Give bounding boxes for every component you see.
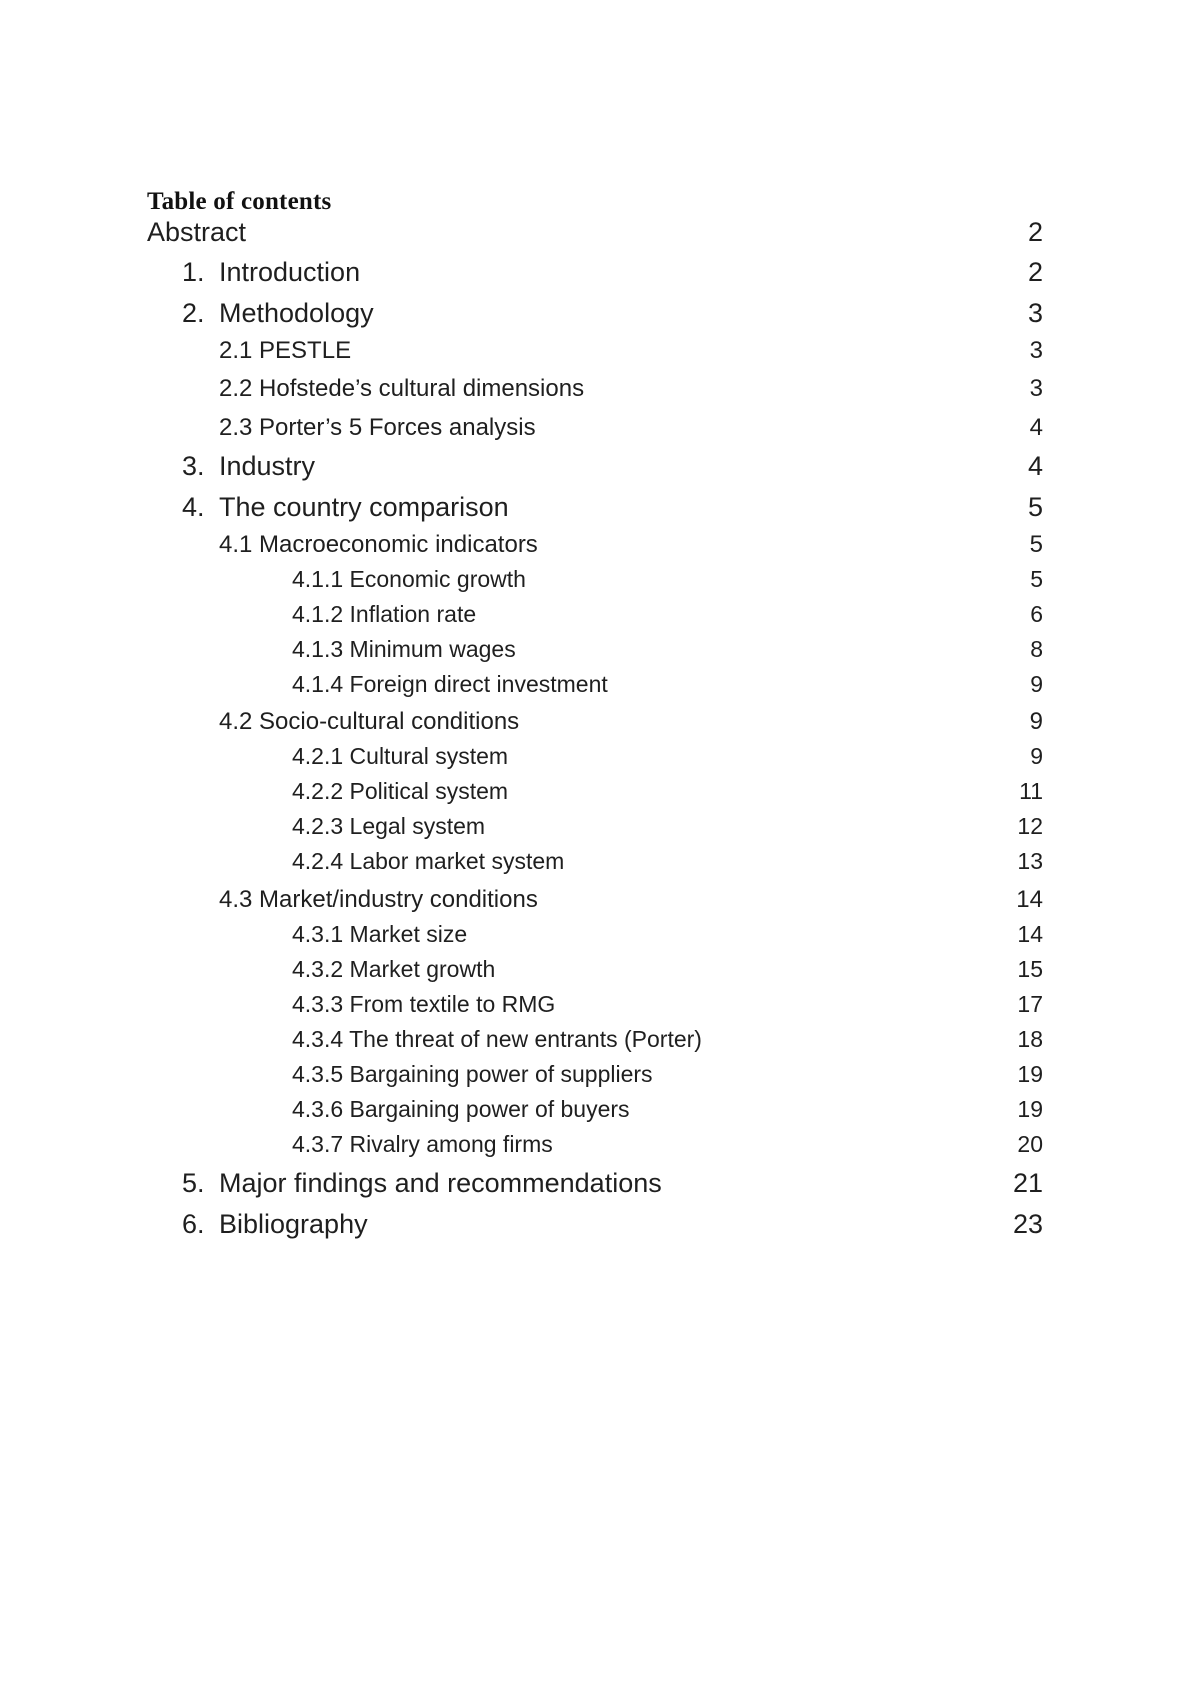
toc-entry-label: 4.2.4 Labor market system bbox=[292, 848, 565, 874]
toc-entry[interactable] bbox=[0, 1131, 1200, 1167]
toc-entry-label: 4.1.2 Inflation rate bbox=[292, 601, 477, 627]
toc-entry-label: 4.3 Market/industry conditions bbox=[219, 886, 538, 913]
toc-entry-label: Bibliography bbox=[219, 1209, 368, 1239]
toc-entry-label: 2.3 Porter’s 5 Forces analysis bbox=[219, 414, 536, 441]
toc-entry-label: 4.2.2 Political system bbox=[292, 778, 509, 804]
toc-entry[interactable] bbox=[0, 1096, 1200, 1132]
toc-entry-page-number: 18 bbox=[1017, 1026, 1043, 1052]
toc-entry[interactable] bbox=[0, 1209, 1200, 1245]
toc-entry-label: 4.1.4 Foreign direct investment bbox=[292, 671, 608, 697]
toc-entry[interactable] bbox=[0, 848, 1200, 884]
toc-entry-page-number: 14 bbox=[1016, 886, 1043, 913]
toc-entry-page-number: 17 bbox=[1017, 991, 1043, 1017]
toc-entry[interactable] bbox=[0, 531, 1200, 567]
toc-entry-page-number: 9 bbox=[1030, 743, 1043, 769]
toc-entry-label: 4.3.7 Rivalry among firms bbox=[292, 1131, 553, 1157]
toc-entry-page-number: 19 bbox=[1017, 1061, 1043, 1087]
toc-entry-page-number: 2 bbox=[1027, 257, 1043, 287]
toc-entry-label: 4.3.3 From textile to RMG bbox=[292, 991, 556, 1017]
toc-entry-label: 4.3.4 The threat of new entrants (Porter) bbox=[292, 1026, 702, 1052]
toc-entry[interactable] bbox=[0, 886, 1200, 922]
toc-entry-label: 4.2.1 Cultural system bbox=[292, 743, 509, 769]
toc-entry-page-number: 9 bbox=[1029, 708, 1043, 735]
toc-entry-page-number: 21 bbox=[1012, 1168, 1043, 1198]
toc-entry[interactable] bbox=[0, 217, 1200, 253]
toc-entry-number: 5. bbox=[182, 1168, 205, 1198]
toc-entry-page-number: 5 bbox=[1029, 531, 1043, 558]
toc-entry[interactable] bbox=[0, 492, 1200, 528]
toc-entry-page-number: 5 bbox=[1027, 492, 1043, 522]
toc-entry[interactable] bbox=[0, 708, 1200, 744]
toc-entry-number: 6. bbox=[182, 1209, 205, 1239]
toc-entry[interactable] bbox=[0, 1061, 1200, 1097]
toc-entry[interactable] bbox=[0, 636, 1200, 672]
toc-entry-page-number: 2 bbox=[1027, 217, 1043, 247]
toc-entry-page-number: 12 bbox=[1017, 813, 1043, 839]
toc-entry-label: Introduction bbox=[219, 257, 361, 287]
toc-entry-page-number: 19 bbox=[1017, 1096, 1043, 1122]
toc-entry-page-number: 3 bbox=[1029, 375, 1043, 402]
toc-entry[interactable] bbox=[0, 451, 1200, 487]
toc-entry-page-number: 9 bbox=[1030, 671, 1043, 697]
toc-entry-number: 1. bbox=[182, 257, 205, 287]
toc-entry-label: Industry bbox=[219, 451, 316, 481]
toc-entry-page-number: 15 bbox=[1017, 956, 1043, 982]
toc-entry[interactable] bbox=[0, 337, 1200, 373]
toc-entry-page-number: 11 bbox=[1019, 778, 1043, 804]
toc-entry-page-number: 8 bbox=[1030, 636, 1043, 662]
toc-entry-label: 4.3.5 Bargaining power of suppliers bbox=[292, 1061, 653, 1087]
toc-entry-label: Major findings and recommendations bbox=[219, 1168, 662, 1198]
toc-entry-label: 4.3.2 Market growth bbox=[292, 956, 496, 982]
toc-entry-label: The country comparison bbox=[219, 492, 509, 522]
toc-entry-number: 4. bbox=[182, 492, 205, 522]
toc-title: Table of contents bbox=[147, 188, 332, 215]
toc-entry-page-number: 4 bbox=[1027, 451, 1043, 481]
toc-entry[interactable] bbox=[0, 778, 1200, 814]
toc-entry-label: 4.3.6 Bargaining power of buyers bbox=[292, 1096, 630, 1122]
toc-entry-page-number: 23 bbox=[1012, 1209, 1043, 1239]
toc-entry[interactable] bbox=[0, 671, 1200, 707]
toc-entry-label: 2.2 Hofstede’s cultural dimensions bbox=[219, 375, 585, 402]
toc-entry-page-number: 6 bbox=[1030, 601, 1043, 627]
toc-entry[interactable] bbox=[0, 375, 1200, 411]
toc-entry-page-number: 3 bbox=[1027, 298, 1043, 328]
toc-entry[interactable] bbox=[0, 813, 1200, 849]
toc-entry[interactable] bbox=[0, 743, 1200, 779]
toc-entry[interactable] bbox=[0, 956, 1200, 992]
toc-entry-number: 2. bbox=[182, 298, 205, 328]
toc-entry-page-number: 5 bbox=[1030, 566, 1043, 592]
toc-entry-label: 4.2 Socio-cultural conditions bbox=[219, 708, 520, 735]
toc-entry[interactable] bbox=[0, 566, 1200, 602]
toc-entry[interactable] bbox=[0, 1026, 1200, 1062]
toc-entry-label: 4.2.3 Legal system bbox=[292, 813, 486, 839]
toc-entry-label: 4.1.1 Economic growth bbox=[292, 566, 526, 592]
toc-entry[interactable] bbox=[0, 991, 1200, 1027]
toc-entry-page-number: 14 bbox=[1017, 921, 1043, 947]
toc-entry[interactable] bbox=[0, 298, 1200, 334]
toc-entry[interactable] bbox=[0, 601, 1200, 637]
toc-entry-label: Methodology bbox=[219, 298, 374, 328]
toc-entry[interactable] bbox=[0, 1168, 1200, 1204]
toc-entry[interactable] bbox=[0, 921, 1200, 957]
toc-entry-label: 4.1 Macroeconomic indicators bbox=[219, 531, 538, 558]
toc-entry-page-number: 4 bbox=[1029, 414, 1043, 441]
toc-entry-label: 4.1.3 Minimum wages bbox=[292, 636, 516, 662]
toc-entry-label: Abstract bbox=[147, 217, 247, 247]
toc-entry-number: 3. bbox=[182, 451, 205, 481]
toc-entry-page-number: 3 bbox=[1029, 337, 1043, 364]
toc-entry[interactable] bbox=[0, 414, 1200, 450]
toc-entry-page-number: 13 bbox=[1017, 848, 1043, 874]
toc-entry[interactable] bbox=[0, 257, 1200, 293]
toc-entry-label: 4.3.1 Market size bbox=[292, 921, 468, 947]
toc-entry-label: 2.1 PESTLE bbox=[219, 337, 352, 364]
toc-entry-page-number: 20 bbox=[1017, 1131, 1043, 1157]
